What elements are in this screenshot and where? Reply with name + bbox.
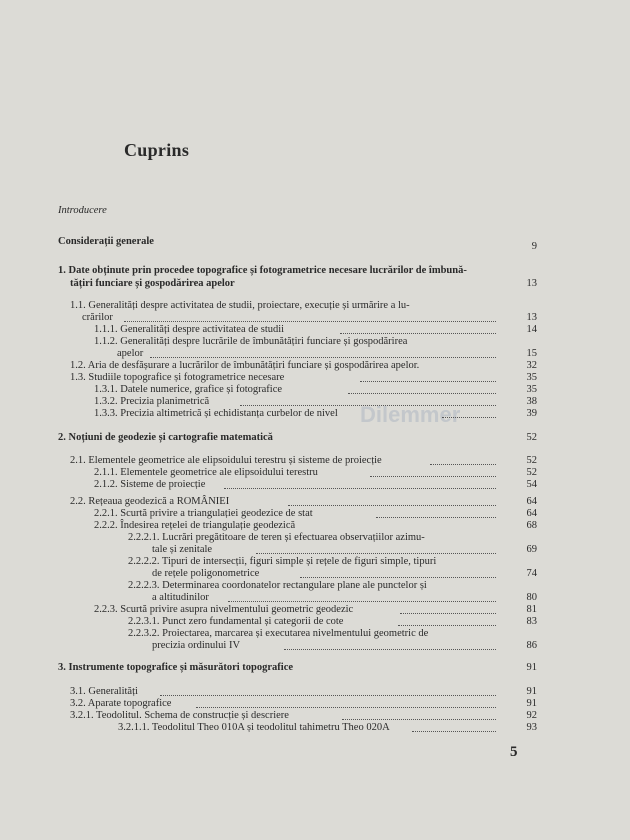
toc-entry-page: 38 xyxy=(526,396,537,407)
toc-entry-title: 1. Date obținute prin procedee topografice și fotogrametrice necesare lucrărilor de îmbună- xyxy=(58,265,467,276)
dot-leader xyxy=(256,553,496,554)
toc-entry-page: 64 xyxy=(526,508,537,519)
page-title: Cuprins xyxy=(124,140,190,160)
dot-leader xyxy=(340,333,496,334)
toc-entry-page: 39 xyxy=(526,408,537,419)
toc-entry-title: 3.2. Aparate topografice xyxy=(70,698,172,709)
toc-entry-title: 1.3.2. Precizia planimetrică xyxy=(94,396,210,407)
toc-entry-title: de rețele poligonometrice xyxy=(152,568,260,579)
toc-entry-title: 2.1. Elementele geometrice ale elipsoidului terestru și sisteme de proiecție xyxy=(70,455,382,466)
dot-leader xyxy=(360,381,496,382)
toc-entry-page: 69 xyxy=(526,544,537,555)
toc-entry-title: 2.2.2.2. Tipuri de intersecții, figuri simple și rețele de figuri simple, tipuri xyxy=(128,556,437,567)
dot-leader xyxy=(398,625,496,626)
toc-entry-page: 35 xyxy=(526,384,537,395)
toc-entry-page: 32 xyxy=(526,360,537,371)
dot-leader xyxy=(224,488,496,489)
toc-entry-page: 52 xyxy=(526,432,537,443)
toc-entry-page: 15 xyxy=(526,348,537,359)
toc-entry-title: 2.2.3.2. Proiectarea, marcarea și executarea nivelmentului geometric de xyxy=(128,628,429,639)
toc-entry-title: tale și zenitale xyxy=(152,544,213,555)
toc-entry-title: 3. Instrumente topografice și măsurători topografice xyxy=(58,662,294,673)
toc-entry-page: 91 xyxy=(526,662,537,673)
dot-leader xyxy=(412,731,496,732)
toc-entry-page: 81 xyxy=(526,604,537,615)
toc-entry-title: 3.1. Generalități xyxy=(70,686,138,697)
toc-entry-title: 2.2.1. Scurtă privire a triangulației geodezice de stat xyxy=(94,508,313,519)
dot-leader xyxy=(196,707,496,708)
dot-leader xyxy=(442,417,496,418)
dot-leader xyxy=(160,695,496,696)
toc-entry-title: 1.1.2. Generalități despre lucrările de îmbunătățiri funciare și gospodărirea xyxy=(94,336,408,347)
toc-entry-title: 1.2. Aria de desfășurare a lucrărilor de îmbunătățiri funciare și gospodărirea apelor. xyxy=(70,360,420,371)
toc-entry-page: 14 xyxy=(526,324,537,335)
toc-entry-title: 2.2.2.3. Determinarea coordonatelor rectangulare plane ale punctelor și xyxy=(128,580,427,591)
toc-entry-page: 13 xyxy=(526,278,537,289)
toc-entry-page: 64 xyxy=(526,496,537,507)
toc-entry-title: 1.3.1. Datele numerice, grafice și fotografice xyxy=(94,384,283,395)
dot-leader xyxy=(430,464,496,465)
toc-entry-title: 2.2.3. Scurtă privire asupra nivelmentului geometric geodezic xyxy=(94,604,354,615)
dot-leader xyxy=(124,321,496,322)
toc-entry-title: Introducere xyxy=(58,205,107,216)
toc-entry-page: 9 xyxy=(531,241,537,252)
toc-entry-title: 2.2.3.1. Punct zero fundamental și categorii de cote xyxy=(128,616,344,627)
dot-leader xyxy=(342,719,496,720)
dot-leader xyxy=(150,357,496,358)
toc-entry-title: a altitudinilor xyxy=(152,592,209,603)
toc-entry-page: 91 xyxy=(526,686,537,697)
toc-entry-page: 68 xyxy=(526,520,537,531)
dot-leader xyxy=(300,577,496,578)
toc-entry-page: 54 xyxy=(526,479,537,490)
toc-entry-page: 92 xyxy=(526,710,537,721)
toc-entry-title: 2.1.2. Sisteme de proiecție xyxy=(94,479,206,490)
toc-entry-title: 2.2.2.1. Lucrări pregătitoare de teren și efectuarea observațiilor azimu- xyxy=(128,532,425,543)
toc-entry-page: 86 xyxy=(526,640,537,651)
page-number: 5 xyxy=(510,744,518,760)
dot-leader xyxy=(348,393,496,394)
watermark: Dilemmer xyxy=(360,402,461,427)
dot-leader xyxy=(288,505,496,506)
toc-entry-title: tățiri funciare și gospodărirea apelor xyxy=(70,278,235,289)
toc-entry-page: 35 xyxy=(526,372,537,383)
toc-entry-title: 3.2.1.1. Teodolitul Theo 010A și teodolitul tahimetru Theo 020A xyxy=(118,722,390,733)
dot-leader xyxy=(228,601,496,602)
toc-entry-title: 1.1. Generalități despre activitatea de studii, proiectare, execuție și urmărire a lu- xyxy=(70,300,410,311)
dot-leader xyxy=(376,517,496,518)
toc-entry-title: 2.2. Rețeaua geodezică a ROMÂNIEI xyxy=(70,496,230,507)
toc-entry-title: crărilor xyxy=(82,312,113,323)
dot-leader xyxy=(370,476,496,477)
toc-entry-page: 13 xyxy=(526,312,537,323)
toc-entry-title: apelor xyxy=(117,348,144,359)
dot-leader xyxy=(400,613,496,614)
toc-entry-title: 1.3.3. Precizia altimetrică și echidistanța curbelor de nivel xyxy=(94,408,338,419)
toc-entry-page: 93 xyxy=(526,722,537,733)
toc-entry-title: 2. Noțiuni de geodezie și cartografie matematică xyxy=(58,432,273,443)
toc-entry-title: precizia ordinului IV xyxy=(152,640,241,651)
toc-entry-page: 91 xyxy=(526,698,537,709)
toc-entry-title: 2.1.1. Elementele geometrice ale elipsoidului terestru xyxy=(94,467,318,478)
toc-entry-page: 80 xyxy=(526,592,537,603)
toc-entry-page: 52 xyxy=(526,467,537,478)
toc-entry-title: 1.1.1. Generalități despre activitatea de studii xyxy=(94,324,285,335)
toc-entry-page: 74 xyxy=(526,568,537,579)
toc-entry-title: Considerații generale xyxy=(58,236,154,247)
dot-leader xyxy=(240,405,496,406)
toc-entry-title: 1.3. Studiile topografice și fotogrametrice necesare xyxy=(70,372,285,383)
toc-entry-page: 52 xyxy=(526,455,537,466)
toc-entry-title: 3.2.1. Teodolitul. Schema de construcție și descriere xyxy=(70,710,289,721)
dot-leader xyxy=(284,649,496,650)
toc-entry-title: 2.2.2. Îndesirea rețelei de triangulație geodezică xyxy=(94,520,296,531)
toc-entry-page: 83 xyxy=(526,616,537,627)
